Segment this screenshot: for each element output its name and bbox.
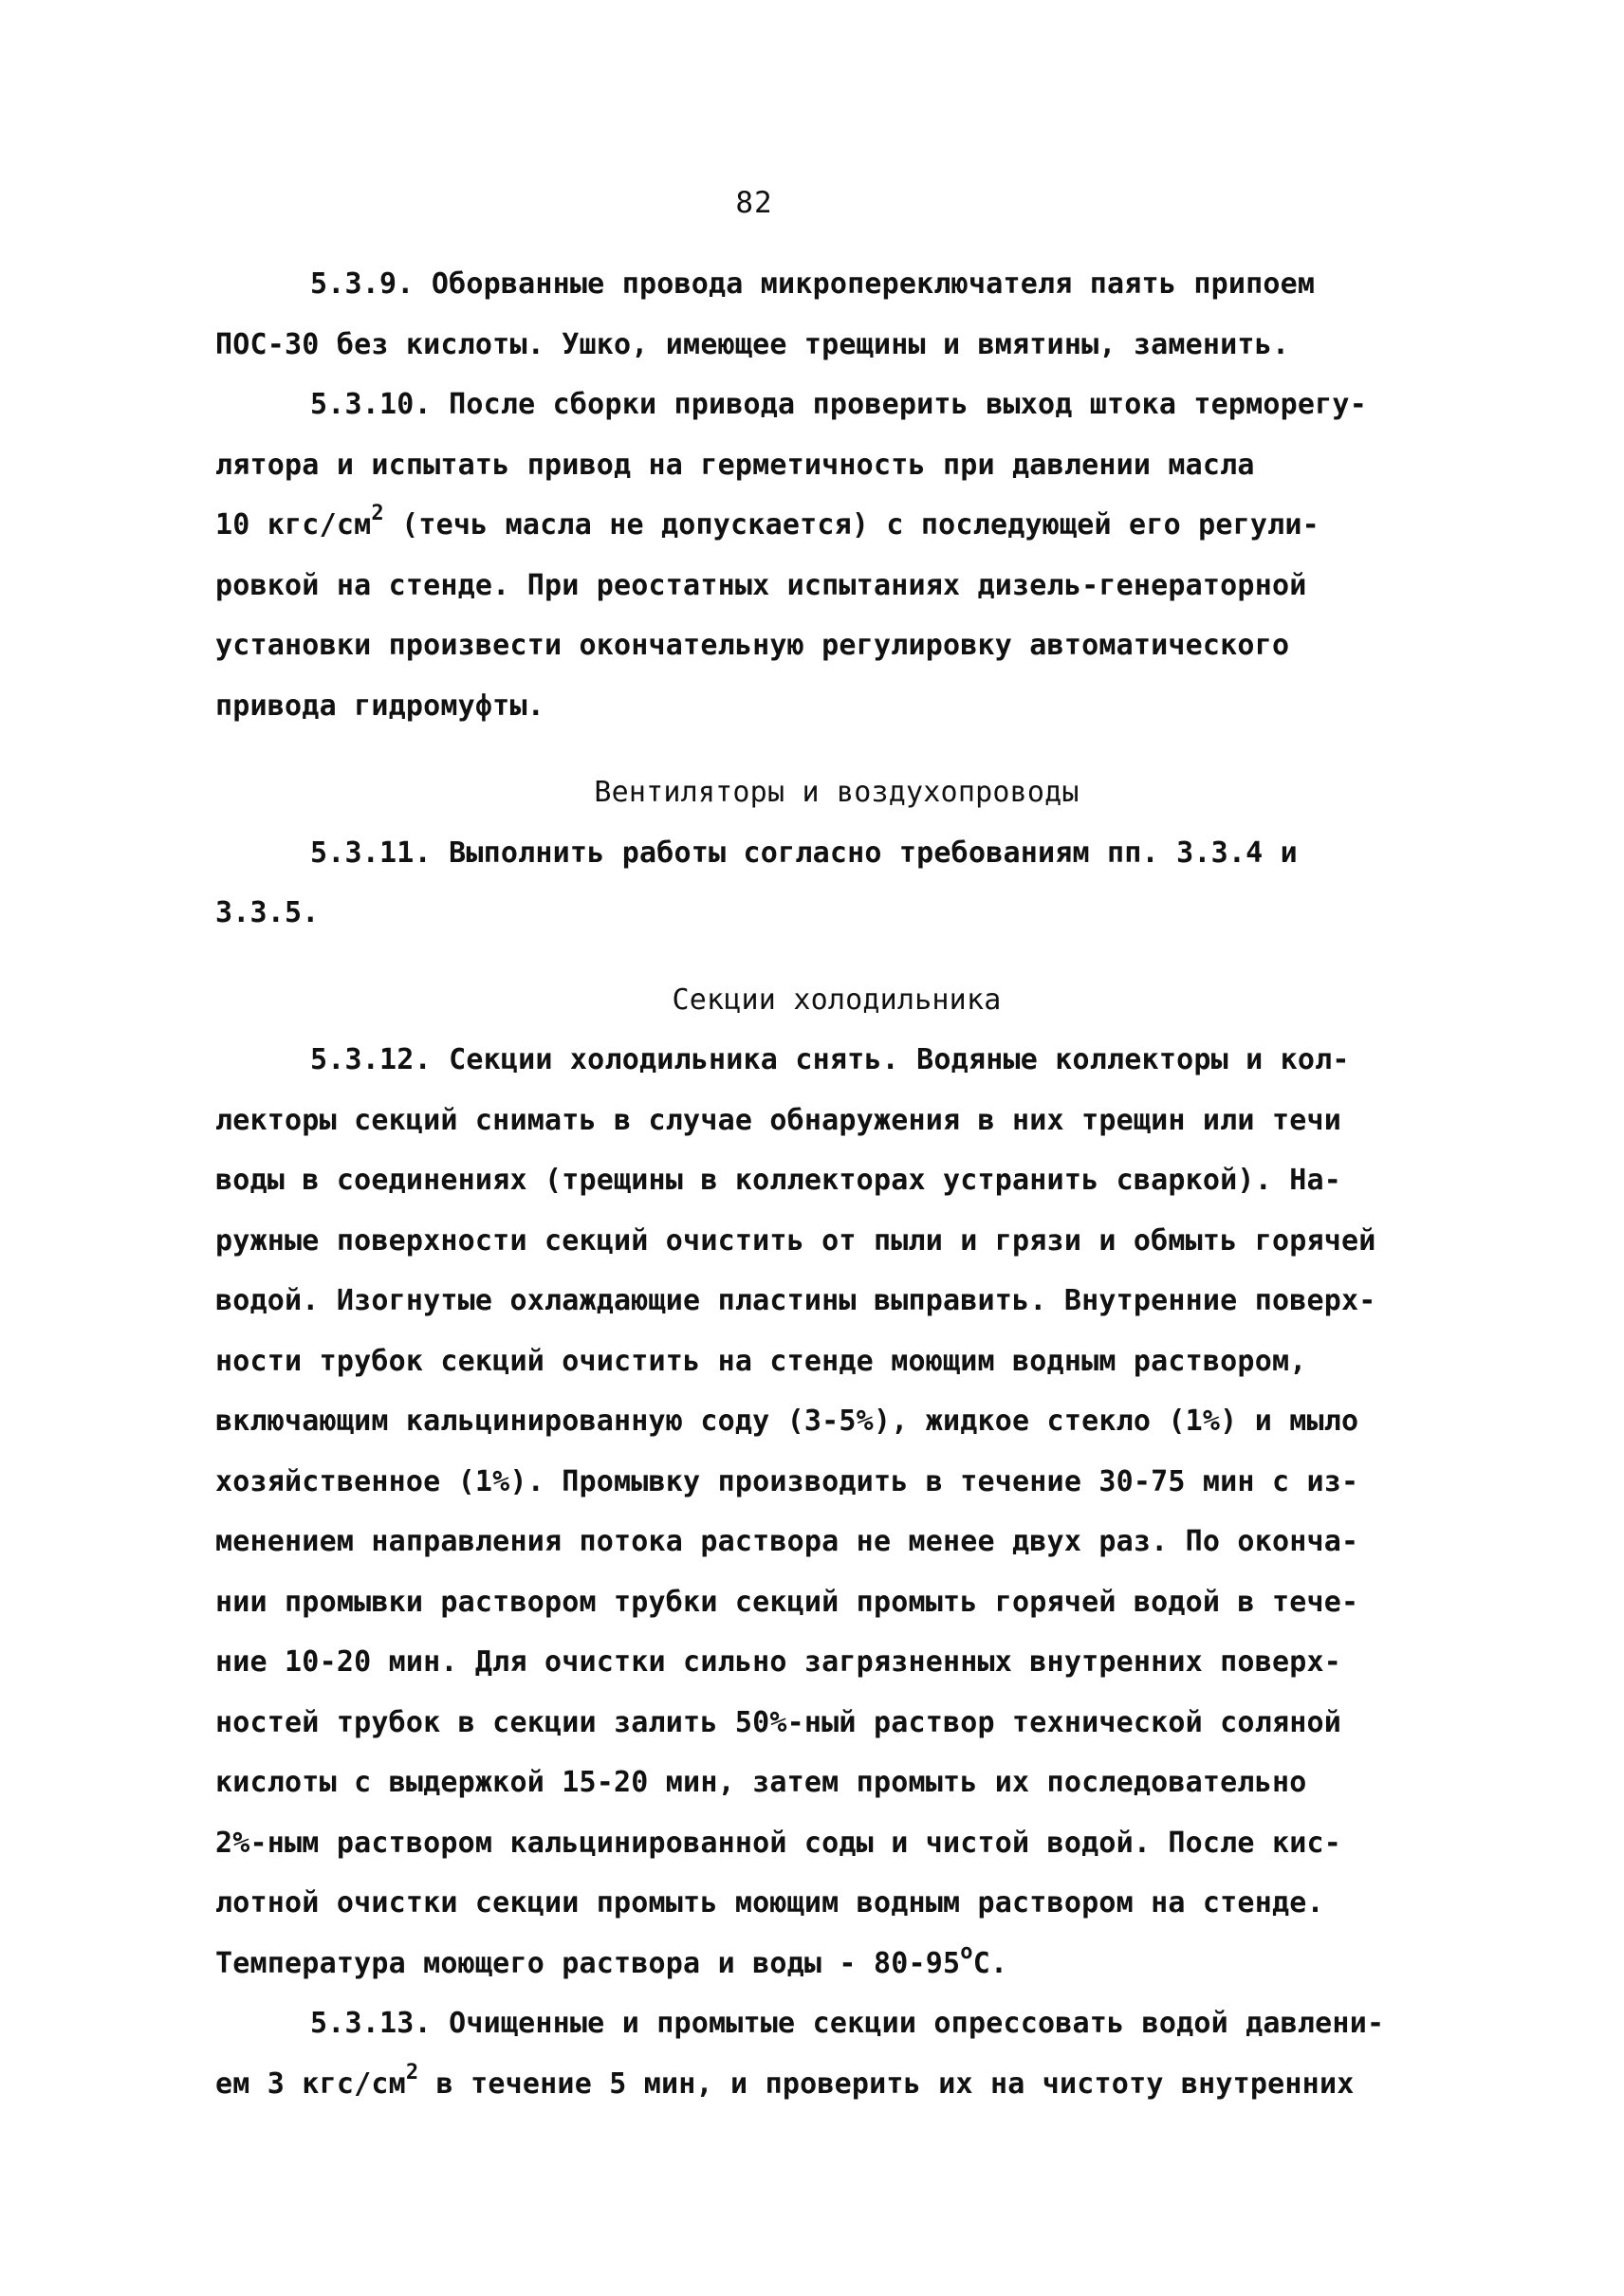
section-heading: Секции холодильника xyxy=(672,983,1002,1017)
paragraph-line: привода гидромуфты. xyxy=(215,689,544,723)
paragraph-line: 5.3.11. Выполнить работы согласно требованиям пп. 3.3.4 и xyxy=(310,836,1298,870)
paragraph-line: 3.3.5. xyxy=(215,896,320,929)
text-fragment: (течь масла не допускается) с последующей его регули- xyxy=(383,508,1320,542)
text-fragment: С. xyxy=(972,1946,1008,1980)
paragraph-line xyxy=(215,495,1458,556)
paragraph-line: ровкой на стенде. При реостатных испытаниях дизель-генераторной xyxy=(215,568,1307,602)
paragraph-line: ности трубок секций очистить на стенде моющим водным раствором, xyxy=(215,1344,1307,1378)
paragraph-line: воды в соединениях (трещины в коллекторах устранить сваркой). На- xyxy=(215,1164,1341,1197)
spacer xyxy=(215,944,1458,970)
superscript: 2 xyxy=(371,502,384,525)
paragraph-line xyxy=(215,2054,1458,2115)
paragraph-line: кислоты с выдержкой 15-20 мин, затем промыть их последовательно xyxy=(215,1766,1307,1799)
page-number: 82 xyxy=(735,186,773,220)
paragraph-line: установки произвести окончательную регулировку автоматического xyxy=(215,629,1290,662)
paragraph-line: 2%-ным раствором кальцинированной соды и чистой водой. После кис- xyxy=(215,1826,1341,1860)
paragraph-line: 5.3.10. После сборки привода проверить выход штока терморегу- xyxy=(310,388,1367,421)
text-fragment: 10 кгс/см xyxy=(215,508,372,542)
paragraph-line: ние 10-20 мин. Для очистки сильно загрязненных внутренних поверх- xyxy=(215,1645,1341,1679)
paragraph-line: ПОС-30 без кислоты. Ушко, имеющее трещины и вмятины, заменить. xyxy=(215,327,1290,361)
paragraph-line: хозяйственное (1%). Промывку производить в течение 30-75 мин с из- xyxy=(215,1464,1359,1498)
paragraph-line: 5.3.12. Секции холодильника снять. Водяные коллекторы и кол- xyxy=(310,1043,1350,1076)
text-fragment: в течение 5 мин, и проверить их на чистоту внутренних xyxy=(418,2066,1355,2101)
paragraph-line: ружные поверхности секций очистить от пыли и грязи и обмыть горячей xyxy=(215,1223,1376,1258)
superscript: о xyxy=(960,1939,973,1964)
section-heading: Вентиляторы и воздухопроводы xyxy=(594,776,1080,809)
paragraph-line: водой. Изогнутые охлаждающие пластины выправить. Внутренние поверх- xyxy=(215,1284,1376,1317)
text-fragment: Температура моющего раствора и воды - 80-95 xyxy=(215,1946,961,1980)
paragraph-line: включающим кальцинированную соду (3-5%), жидкое стекло (1%) и мыло xyxy=(215,1405,1359,1438)
superscript: 2 xyxy=(405,2060,419,2085)
paragraph-line: 5.3.13. Очищенные и промытые секции опрессовать водой давлени- xyxy=(310,2007,1385,2040)
paragraph-line: 5.3.9. Оборванные провода микропереключателя паять припоем xyxy=(310,267,1316,301)
paragraph-line: лотной очистки секции промыть моющим водным раствором на стенде. xyxy=(215,1886,1324,1919)
paragraph-line: лятора и испытать привод на герметичность при давлении масла xyxy=(215,448,1255,482)
paragraph-line xyxy=(215,1934,1458,1994)
paragraph-line: ностей трубок в секции залить 50%-ный раствор технической соляной xyxy=(215,1705,1341,1739)
text-fragment: ем 3 кгс/см xyxy=(215,2066,406,2101)
document-body xyxy=(215,254,1458,2114)
paragraph-line: лекторы секций снимать в случае обнаружения в них трещин или течи xyxy=(215,1103,1341,1137)
paragraph-line: нии промывки раствором трубки секций промыть горячей водой в тече- xyxy=(215,1585,1359,1619)
paragraph-line: менением направления потока раствора не менее двух раз. По оконча- xyxy=(215,1525,1359,1558)
spacer xyxy=(215,736,1458,762)
